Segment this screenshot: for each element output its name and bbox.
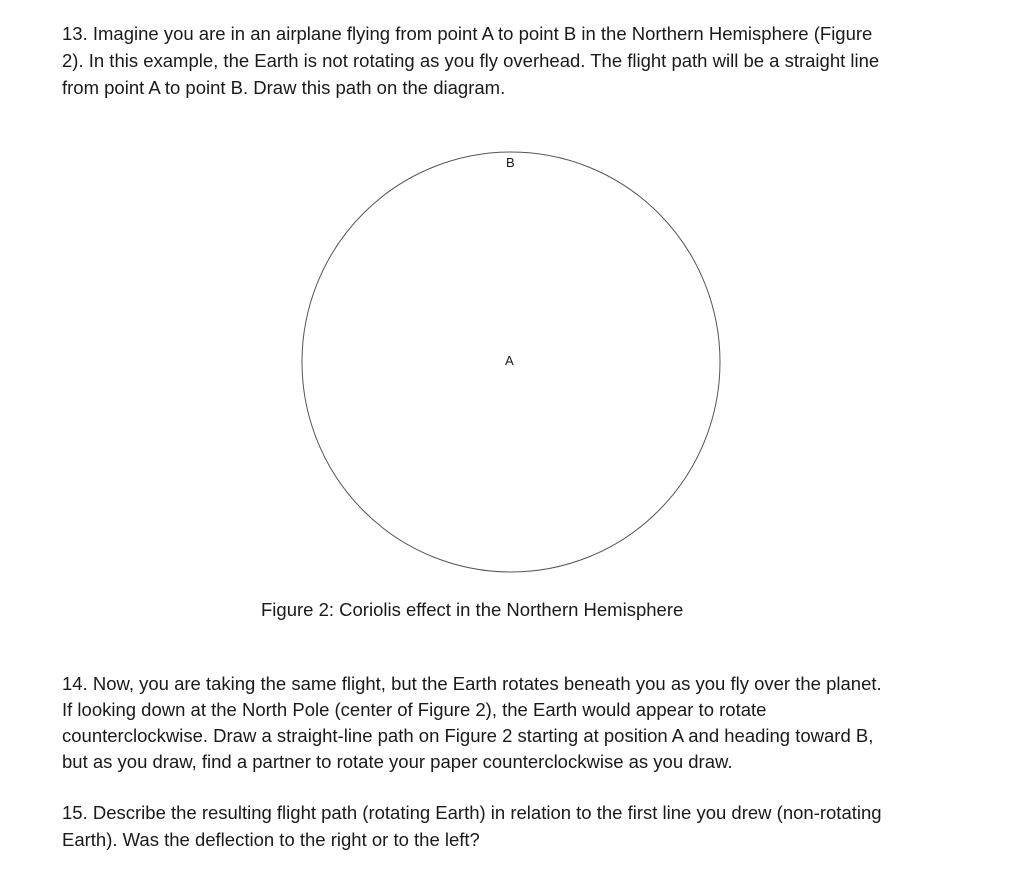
question-13 <box>62 20 962 101</box>
question-14-line: If looking down at the North Pole (center of Figure 2), the Earth would appear to rotate <box>62 699 767 720</box>
question-14-line: counterclockwise. Draw a straight-line path on Figure 2 starting at position A and heading toward B, <box>62 725 874 746</box>
question-15-line: 15. Describe the resulting flight path (rotating Earth) in relation to the first line you drew (non-rotating <box>62 802 882 823</box>
question-14 <box>62 671 962 775</box>
question-13-line: 13. Imagine you are in an airplane flying from point A to point B in the Northern Hemisphere (Figure <box>62 23 873 44</box>
point-a-label: A <box>505 353 514 368</box>
question-13-line: 2). In this example, the Earth is not rotating as you fly overhead. The flight path will be a straight line <box>62 50 880 71</box>
figure-caption: Figure 2: Coriolis effect in the Northern Hemisphere <box>261 599 684 620</box>
question-15-line: Earth). Was the deflection to the right or to the left? <box>62 829 480 850</box>
question-15 <box>62 799 962 853</box>
question-14-line: but as you draw, find a partner to rotate your paper counterclockwise as you draw. <box>62 751 733 772</box>
question-13-line: from point A to point B. Draw this path on the diagram. <box>62 77 506 98</box>
point-b-label: B <box>506 155 515 170</box>
question-14-line: 14. Now, you are taking the same flight, but the Earth rotates beneath you as you fly over the planet. <box>62 673 882 694</box>
